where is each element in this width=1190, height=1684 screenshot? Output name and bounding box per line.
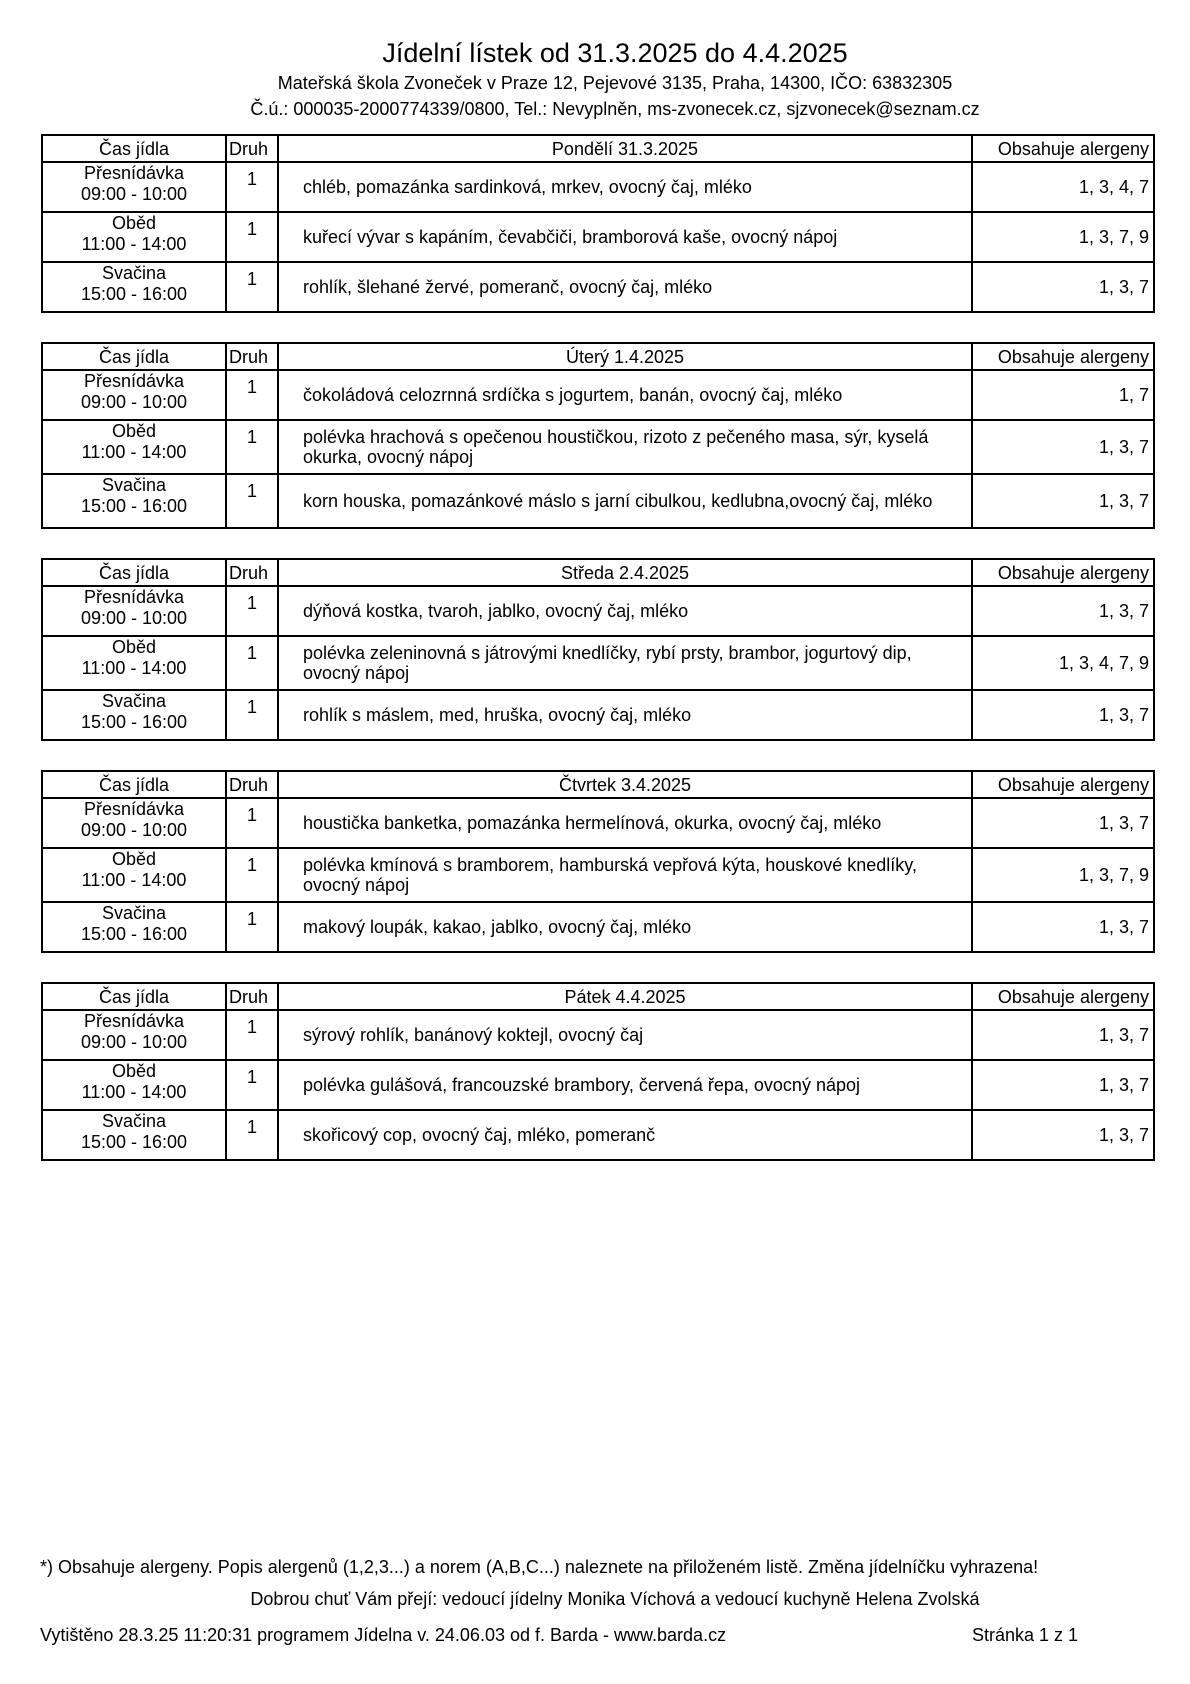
meal-food: polévka kmínová s bramborem, hamburská vepřová kýta, houskové knedlíky, ovocný nápoj: [278, 848, 972, 902]
day-label: Pátek 4.4.2025: [278, 983, 972, 1010]
menu-days: [41, 134, 1153, 1190]
meal-kind: 1: [226, 1110, 278, 1160]
meal-name: Oběd: [111, 421, 157, 441]
meal-food: čokoládová celozrnná srdíčka s jogurtem, banán, ovocný čaj, mléko: [278, 370, 972, 420]
meal-kind: 1: [226, 798, 278, 848]
page-title: Jídelní lístek od 31.3.2025 do 4.4.2025: [382, 38, 848, 68]
meal-kind: 1: [226, 848, 278, 902]
meal-kind: 1: [226, 370, 278, 420]
table-row: [42, 636, 1154, 690]
day-table: [41, 342, 1155, 529]
meal-name: Oběd: [111, 213, 157, 233]
column-header-kind: Druh: [226, 983, 278, 1010]
meal-time-cell: [42, 420, 226, 474]
meal-allergens: 1, 3, 4, 7: [972, 162, 1154, 212]
meal-kind: 1: [226, 162, 278, 212]
meal-food: polévka hrachová s opečenou houstičkou, rizoto z pečeného masa, sýr, kyselá okurka, ovocný nápoj: [278, 420, 972, 474]
meal-allergens: 1, 3, 7: [972, 902, 1154, 952]
day-table: [41, 558, 1155, 741]
table-header-row: [42, 771, 1154, 798]
day-label: Úterý 1.4.2025: [278, 343, 972, 370]
meal-name: Svačina: [101, 263, 167, 283]
column-header-time: Čas jídla: [42, 343, 226, 370]
column-header-kind: Druh: [226, 135, 278, 162]
meal-allergens: 1, 3, 7: [972, 1010, 1154, 1060]
meal-name: Svačina: [101, 1111, 167, 1131]
day-label: Středa 2.4.2025: [278, 559, 972, 586]
meal-allergens: 1, 3, 7, 9: [972, 848, 1154, 902]
column-header-time: Čas jídla: [42, 559, 226, 586]
day-table: [41, 134, 1155, 313]
meal-allergens: 1, 3, 7, 9: [972, 212, 1154, 262]
meal-kind: 1: [226, 1010, 278, 1060]
table-row: [42, 1110, 1154, 1160]
meal-kind: 1: [226, 420, 278, 474]
meal-time-cell: [42, 1110, 226, 1160]
greeting: Dobrou chuť Vám přejí: vedoucí jídelny Monika Víchová a vedoucí kuchyně Helena Zvolská: [250, 1589, 980, 1609]
table-row: [42, 848, 1154, 902]
day-table: [41, 770, 1155, 953]
meal-name: Oběd: [111, 1061, 157, 1081]
table-row: [42, 162, 1154, 212]
meal-food: makový loupák, kakao, jablko, ovocný čaj, mléko: [278, 902, 972, 952]
meal-allergens: 1, 3, 7: [972, 798, 1154, 848]
meal-time-cell: [42, 636, 226, 690]
meal-kind: 1: [226, 902, 278, 952]
meal-allergens: 1, 3, 7: [972, 1110, 1154, 1160]
meal-kind: 1: [226, 636, 278, 690]
meal-food: sýrový rohlík, banánový koktejl, ovocný čaj: [278, 1010, 972, 1060]
meal-time-cell: [42, 586, 226, 636]
meal-time: 09:00 - 10:00: [80, 392, 188, 412]
meal-food: dýňová kostka, tvaroh, jablko, ovocný čaj, mléko: [278, 586, 972, 636]
meal-time-cell: [42, 162, 226, 212]
column-header-allergens: Obsahuje alergeny: [972, 983, 1154, 1010]
table-row: [42, 370, 1154, 420]
document-header: [0, 36, 1190, 122]
meal-time: 11:00 - 14:00: [81, 442, 187, 462]
meal-time-cell: [42, 798, 226, 848]
meal-time-cell: [42, 1060, 226, 1110]
column-header-allergens: Obsahuje alergeny: [972, 771, 1154, 798]
meal-food: polévka zeleninovná s játrovými knedlíčky, rybí prsty, brambor, jogurtový dip, ovocný nápoj: [278, 636, 972, 690]
meal-time: 15:00 - 16:00: [80, 1132, 188, 1152]
table-row: [42, 1010, 1154, 1060]
meal-food: chléb, pomazánka sardinková, mrkev, ovocný čaj, mléko: [278, 162, 972, 212]
day-label: Pondělí 31.3.2025: [278, 135, 972, 162]
meal-kind: 1: [226, 586, 278, 636]
meal-name: Přesnídávka: [83, 163, 185, 183]
column-header-kind: Druh: [226, 771, 278, 798]
table-row: [42, 902, 1154, 952]
meal-time: 15:00 - 16:00: [80, 712, 188, 732]
meal-food: kuřecí vývar s kapáním, čevabčiči, bramborová kaše, ovocný nápoj: [278, 212, 972, 262]
meal-food: korn houska, pomazánkové máslo s jarní cibulkou, kedlubna,ovocný čaj, mléko: [278, 474, 972, 528]
meal-time-cell: [42, 1010, 226, 1060]
table-header-row: [42, 559, 1154, 586]
meal-allergens: 1, 3, 7: [972, 690, 1154, 740]
meal-allergens: 1, 3, 7: [972, 1060, 1154, 1110]
column-header-time: Čas jídla: [42, 135, 226, 162]
meal-time: 15:00 - 16:00: [80, 496, 188, 516]
meal-time: 11:00 - 14:00: [81, 234, 187, 254]
column-header-allergens: Obsahuje alergeny: [972, 343, 1154, 370]
meal-food: rohlík, šlehané žervé, pomeranč, ovocný čaj, mléko: [278, 262, 972, 312]
table-header-row: [42, 343, 1154, 370]
column-header-time: Čas jídla: [42, 771, 226, 798]
table-row: [42, 690, 1154, 740]
meal-kind: 1: [226, 474, 278, 528]
meal-food: houstička banketka, pomazánka hermelínová, okurka, ovocný čaj, mléko: [278, 798, 972, 848]
meal-time: 09:00 - 10:00: [80, 608, 188, 628]
column-header-allergens: Obsahuje alergeny: [972, 135, 1154, 162]
meal-time-cell: [42, 212, 226, 262]
meal-allergens: 1, 3, 7: [972, 586, 1154, 636]
meal-kind: 1: [226, 262, 278, 312]
meal-name: Přesnídávka: [83, 371, 185, 391]
meal-time: 15:00 - 16:00: [80, 284, 188, 304]
table-row: [42, 474, 1154, 528]
allergen-note: *) Obsahuje alergeny. Popis alergenů (1,2,3...) a norem (A,B,C...) naleznete na přiloženém listě. Změna jídelníčku vyhrazena!: [40, 1557, 1039, 1577]
table-header-row: [42, 983, 1154, 1010]
table-row: [42, 212, 1154, 262]
meal-allergens: 1, 3, 7: [972, 420, 1154, 474]
meal-time-cell: [42, 474, 226, 528]
table-row: [42, 586, 1154, 636]
day-table: [41, 982, 1155, 1161]
meal-name: Přesnídávka: [83, 799, 185, 819]
school-info: Mateřská škola Zvoneček v Praze 12, Pejevové 3135, Praha, 14300, IČO: 63832305: [277, 73, 953, 93]
print-info: Vytištěno 28.3.25 11:20:31 programem Jídelna v. 24.06.03 od f. Barda - www.barda.cz: [40, 1625, 727, 1645]
column-header-kind: Druh: [226, 559, 278, 586]
column-header-time: Čas jídla: [42, 983, 226, 1010]
meal-allergens: 1, 3, 7: [972, 262, 1154, 312]
day-label: Čtvrtek 3.4.2025: [278, 771, 972, 798]
page-number: Stránka 1 z 1: [972, 1625, 1079, 1645]
column-header-kind: Druh: [226, 343, 278, 370]
meal-time-cell: [42, 262, 226, 312]
meal-allergens: 1, 3, 4, 7, 9: [972, 636, 1154, 690]
meal-name: Svačina: [101, 691, 167, 711]
table-row: [42, 1060, 1154, 1110]
meal-food: skořicový cop, ovocný čaj, mléko, pomeranč: [278, 1110, 972, 1160]
meal-name: Svačina: [101, 903, 167, 923]
meal-food: rohlík s máslem, med, hruška, ovocný čaj, mléko: [278, 690, 972, 740]
meal-name: Přesnídávka: [83, 587, 185, 607]
meal-time: 09:00 - 10:00: [80, 820, 188, 840]
meal-time: 11:00 - 14:00: [81, 870, 187, 890]
meal-allergens: 1, 7: [972, 370, 1154, 420]
meal-time-cell: [42, 902, 226, 952]
contact-info: Č.ú.: 000035-2000774339/0800, Tel.: Nevyplněn, ms-zvonecek.cz, sjzvonecek@seznam.cz: [250, 99, 980, 119]
table-header-row: [42, 135, 1154, 162]
meal-name: Oběd: [111, 849, 157, 869]
meal-food: polévka gulášová, francouzské brambory, červená řepa, ovocný nápoj: [278, 1060, 972, 1110]
meal-kind: 1: [226, 690, 278, 740]
meal-time-cell: [42, 370, 226, 420]
meal-kind: 1: [226, 1060, 278, 1110]
meal-kind: 1: [226, 212, 278, 262]
meal-time: 09:00 - 10:00: [80, 184, 188, 204]
column-header-allergens: Obsahuje alergeny: [972, 559, 1154, 586]
meal-allergens: 1, 3, 7: [972, 474, 1154, 528]
table-row: [42, 798, 1154, 848]
table-row: [42, 262, 1154, 312]
meal-time: 11:00 - 14:00: [81, 1082, 187, 1102]
meal-time-cell: [42, 848, 226, 902]
meal-time: 15:00 - 16:00: [80, 924, 188, 944]
meal-time: 11:00 - 14:00: [81, 658, 187, 678]
meal-name: Svačina: [101, 475, 167, 495]
meal-time-cell: [42, 690, 226, 740]
meal-name: Přesnídávka: [83, 1011, 185, 1031]
meal-time: 09:00 - 10:00: [80, 1032, 188, 1052]
meal-name: Oběd: [111, 637, 157, 657]
table-row: [42, 420, 1154, 474]
